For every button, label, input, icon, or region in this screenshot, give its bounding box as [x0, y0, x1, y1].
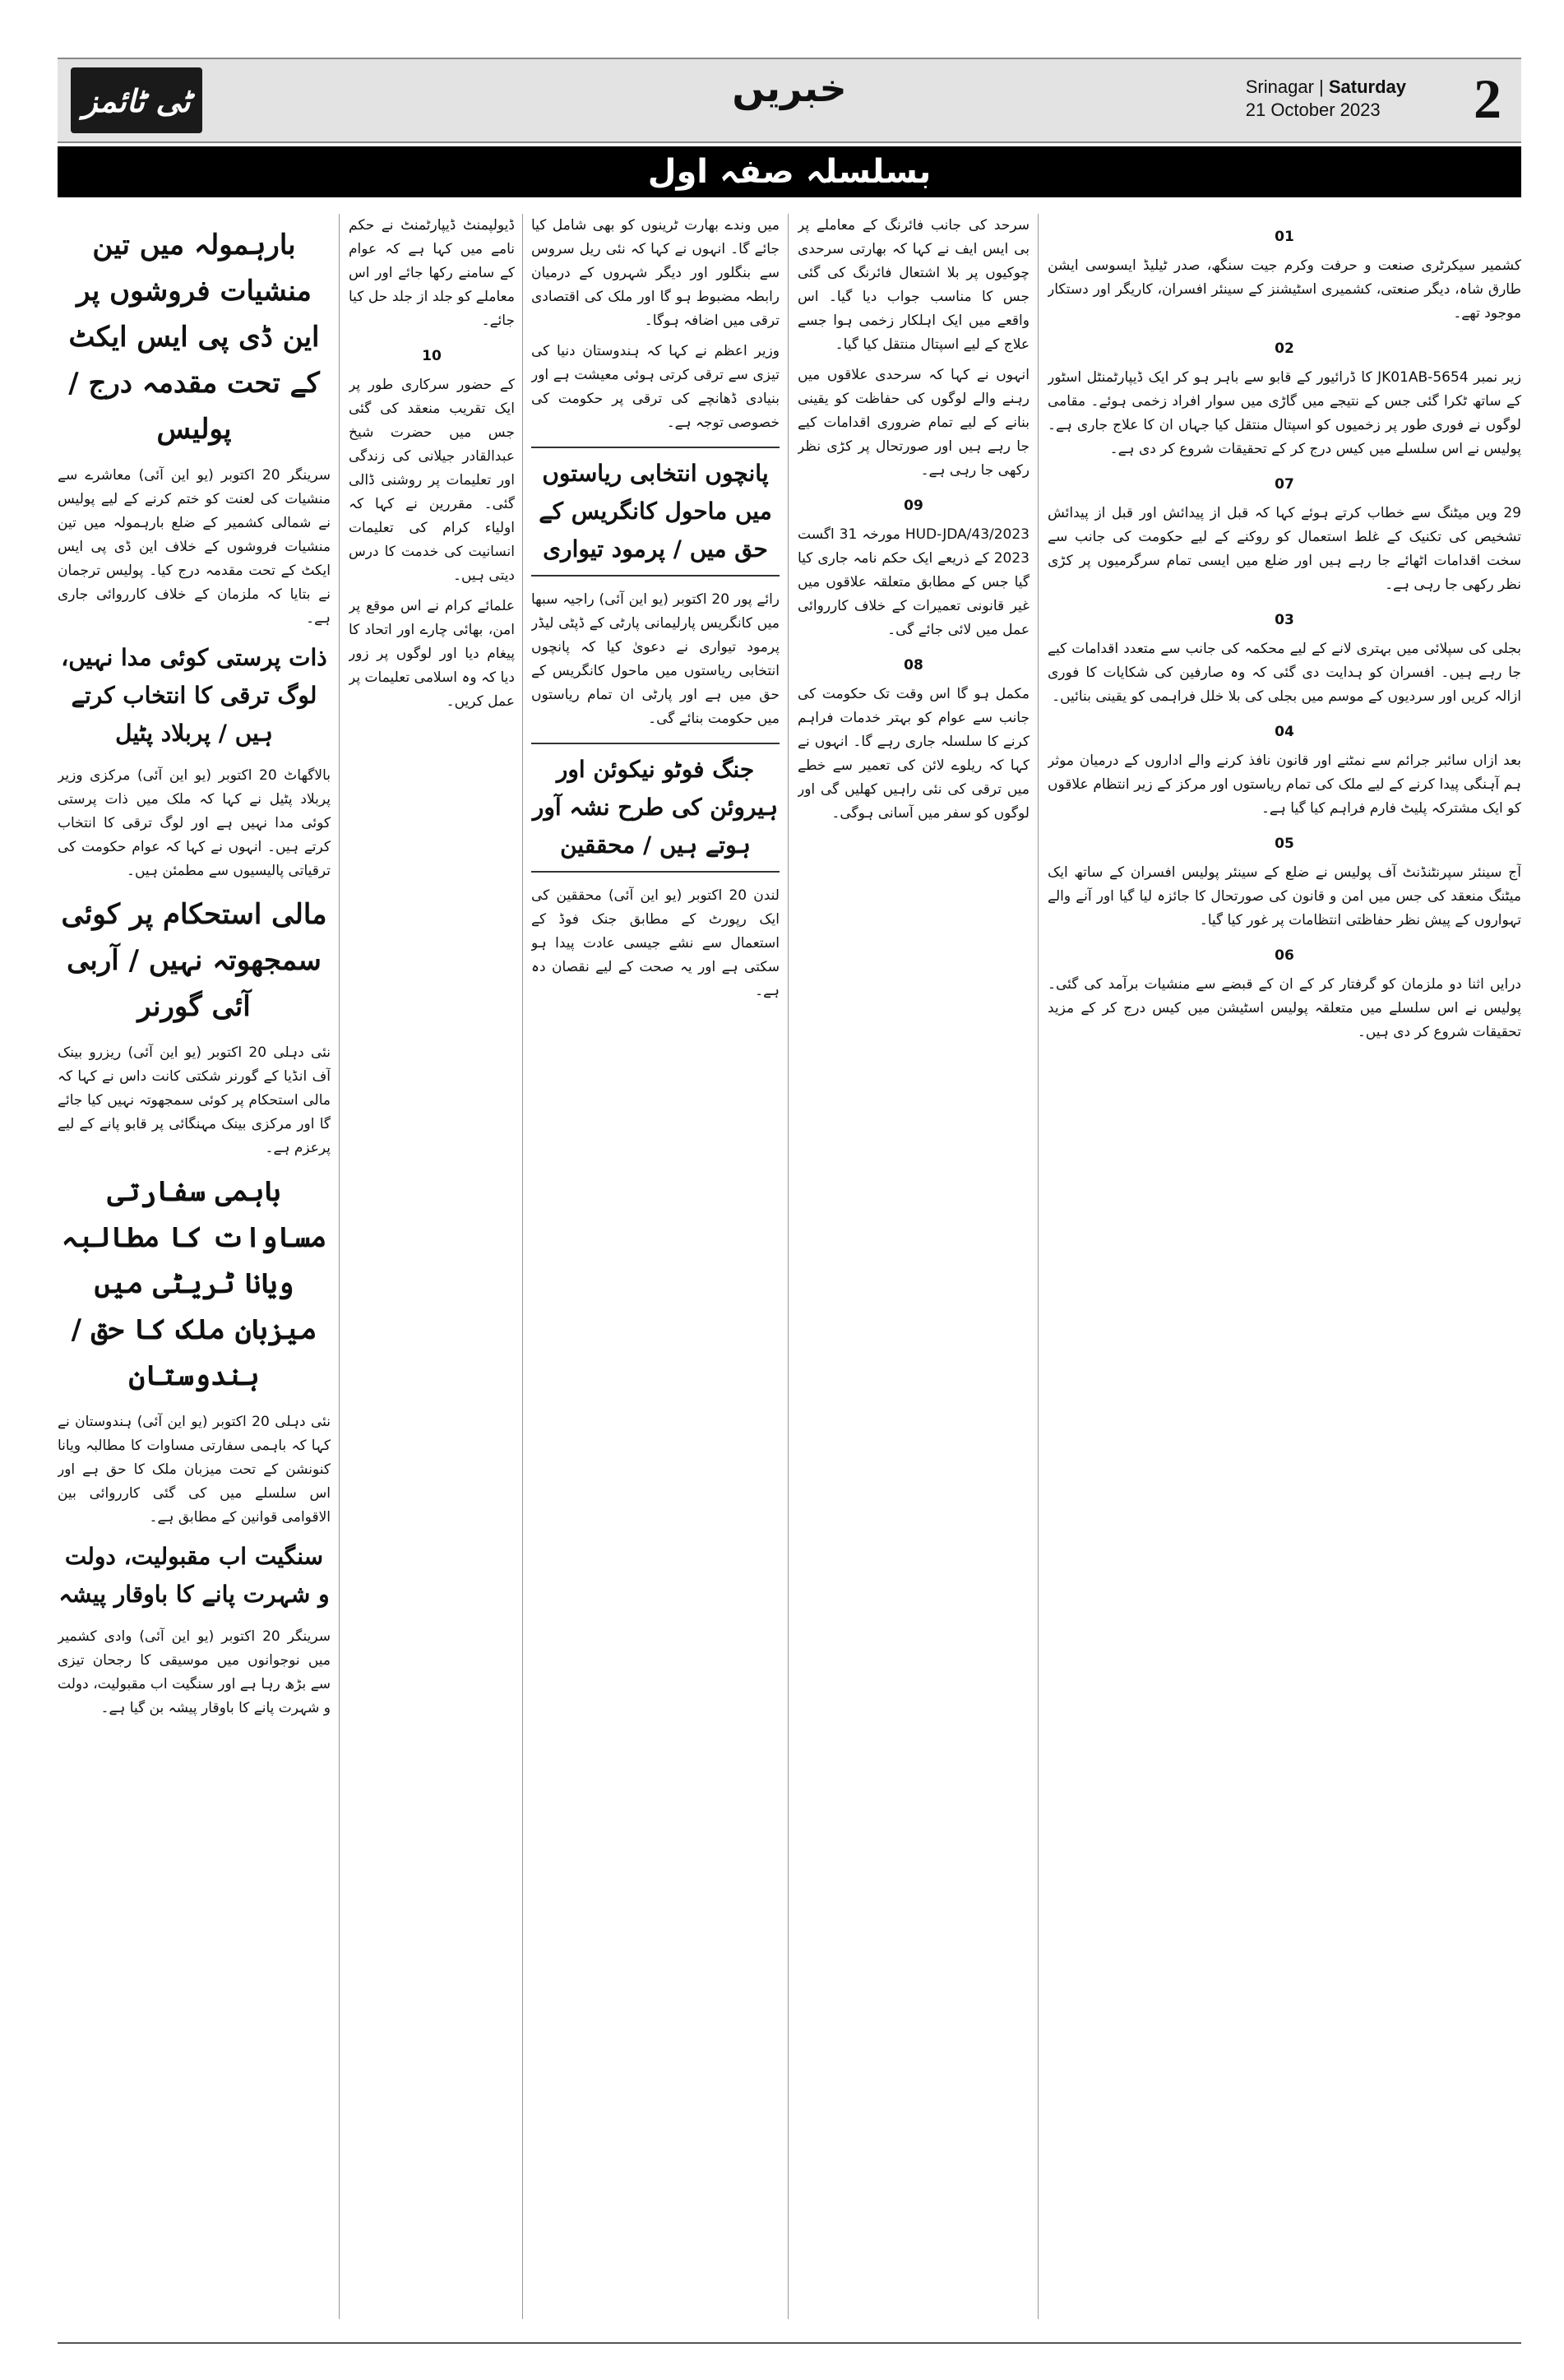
column-2	[798, 214, 1030, 2319]
column-divider	[339, 214, 340, 2319]
paragraph: مکمل ہو گا اس وقت تک حکومت کی جانب سے عوام کو بہتر خدمات فراہم کرنے کا سلسلہ جاری رہے گا۔ انہوں نے کہا کہ ریلوے لائن کی تعمیر سے خطے میں ترقی کی نئی راہیں کھلیں گی اور لوگوں کو سفر میں آسانی ہوگی۔	[798, 686, 1030, 822]
paragraph: نئی دہلی 20 اکتوبر (یو این آئی) ریزرو بینک آف انڈیا کے گورنر شکتی کانت داس نے کہا کہ مالی استحکام پر کوئی سمجھوتہ نہیں کیا جائے گا اور مرکزی بینک مہنگائی پر قابو پانے کے لیے پرعزم ہے۔	[58, 1044, 331, 1156]
paragraph: آج سینئر سپرنٹنڈنٹ آف پولیس نے ضلع کے سینئر پولیس افسران کے ساتھ ایک میٹنگ منعقد کی جس میں امن و قانون کی صورتحال کا جائزہ لیا گیا اور آنے والے تہواروں کے پیش نظر حفاظتی انتظامات پر غور کیا گیا۔	[1048, 864, 1521, 928]
headline: سنگیت اب مقبولیت، دولت و شہرت پانے کا باوقار پیشہ	[58, 1543, 330, 1608]
headline: باہمی سفارتی مساوات کا مطالبہ ویانا ٹریٹی میں میزبان ملک کا حق / ہندوستان	[61, 1175, 327, 1392]
column-divider	[788, 214, 789, 2319]
paragraph: سرینگر 20 اکتوبر (یو این آئی) معاشرے سے منشیات کی لعنت کو ختم کرنے کے لیے پولیس نے شمالی کشمیر کے ضلع بارہمولہ میں تین منشیات فروشوں کے خلاف این ڈی پی ایس ایکٹ کے تحت مقدمہ درج کیا۔ پولیس ترجمان نے بتایا کہ ملزمان کے خلاف کارروائی جاری ہے۔	[58, 467, 331, 627]
headline: پانچوں انتخابی ریاستوں میں ماحول کانگریس کے حق میں / پرمود تیواری	[531, 447, 780, 576]
paragraph: انہوں نے کہا کہ سرحدی علاقوں میں رہنے والے لوگوں کی حفاظت کو یقینی بنانے کے لیے تمام ضروری اقدامات کیے جا رہے ہیں اور صورتحال پر کڑی نظر رکھی جا رہی ہے۔	[798, 367, 1030, 479]
column-5	[58, 214, 331, 2319]
paragraph: بالاگھاٹ 20 اکتوبر (یو این آئی) مرکزی وزیر پربلاد پٹیل نے کہا کہ ملک میں ذات پرستی کوئی مدا نہیں ہے اور لوگ ترقی کا انتخاب کرتے ہیں۔ انہوں نے کہا کہ عوام حکومت کی ترقیاتی پالیسیوں سے مطمئن ہیں۔	[58, 767, 331, 879]
paragraph: سرینگر 20 اکتوبر (یو این آئی) وادی کشمیر میں نوجوانوں میں موسیقی کا رجحان تیزی سے بڑھ رہا ہے اور سنگیت اب مقبولیت، دولت و شہرت پانے کا باوقار پیشہ بن گیا ہے۔	[58, 1628, 331, 1716]
paragraph: بجلی کی سپلائی میں بہتری لانے کے لیے محکمہ کی جانب سے متعدد اقدامات کیے جا رہے ہیں۔ افسران کو ہدایت دی گئی کہ وہ صارفین کی شکایات کا فوری ازالہ کریں اور سردیوں کے موسم میں بجلی کی بلا خلل فراہمی کو یقینی بنائیں۔	[1048, 641, 1521, 705]
page-number: 2	[1474, 67, 1502, 130]
paragraph: کے حضور سرکاری طور پر ایک تقریب منعقد کی گئی جس میں حضرت شیخ عبدالقادر جیلانی کی زندگی اور تعلیمات پر روشنی ڈالی گئی۔ مقررین نے کہا کہ اولیاء کرام کی تعلیمات انسانیت کی خدمت کا درس دیتی ہیں۔	[349, 377, 515, 584]
paragraph: رائے پور 20 اکتوبر (یو این آئی) راجیہ سبھا میں کانگریس پارلیمانی پارٹی کے ڈپٹی لیڈر پرمود تیواری نے دعویٰ کیا کہ پانچوں انتخابی ریاستوں میں ماحول کانگریس کے حق میں ہے اور پارٹی ان تمام ریاستوں میں حکومت بنائے گی۔	[531, 591, 780, 727]
paragraph: نئی دہلی 20 اکتوبر (یو این آئی) ہندوستان نے کہا کہ باہمی سفارتی مساوات کا مطالبہ ویانا کنونشن کے تحت میزبان ملک کا حق ہے اور اس سلسلے میں کی گئی کارروائی بین الاقوامی قوانین کے مطابق ہے۔	[58, 1414, 331, 1526]
paragraph: سرحد کی جانب فائرنگ کے معاملے پر بی ایس ایف نے کہا کہ بھارتی سرحدی چوکیوں پر بلا اشتعال فائرنگ کی گئی جس کا مناسب جواب دیا گیا۔ اس واقعے میں ایک اہلکار زخمی ہوا جسے علاج کے لیے اسپتال منتقل کیا گیا۔	[798, 217, 1030, 353]
column-4	[349, 214, 515, 2319]
column-divider	[1038, 214, 1039, 2319]
dateline-day: Saturday	[1328, 76, 1406, 97]
item-number: 04	[1275, 724, 1294, 740]
item-number: 06	[1275, 947, 1294, 964]
paragraph: درایں اثنا دو ملزمان کو گرفتار کر کے ان کے قبضے سے منشیات برآمد کی گئی۔ پولیس نے اس سلسلے میں متعلقہ پولیس اسٹیشن میں کیس درج کر کے مزید تحقیقات شروع کر دی ہیں۔	[1048, 976, 1521, 1040]
headline: جنگ فوٹو نیکوئن اور ہیروئن کی طرح نشہ آور ہوتے ہیں / محققین	[531, 743, 780, 873]
paragraph: 29 ویں میٹنگ سے خطاب کرتے ہوئے کہا کہ قبل از پیدائش اور قبل از پیدائش تشخیص کی تکنیک کے غلط استعمال کو روکنے کے لیے حکومت کی جانب سے سخت اقدامات اٹھائے جا رہے ہیں اور ضلع میں ایسی تمام سرگرمیوں پر کڑی نظر رکھی جا رہی ہے۔	[1048, 505, 1521, 593]
continuation-banner: بسلسلہ صفہ اول	[58, 146, 1521, 197]
item-number: 03	[1275, 612, 1294, 628]
newspaper-logo: ٹی ٹائمز	[71, 67, 202, 133]
dateline: Srinagar | Saturday 21 October 2023	[1245, 76, 1406, 120]
paragraph: بعد ازاں سائبر جرائم سے نمٹنے اور قانون نافذ کرنے والے اداروں کے درمیان موثر ہم آہنگی پیدا کرنے کے لیے ملک کی تمام ریاستوں اور مرکز کے زیر انتظام علاقوں کو ایک مشترکہ پلیٹ فارم فراہم کیا گیا ہے۔	[1048, 752, 1521, 817]
paragraph: زیر نمبر JK01AB-5654 کا ڈرائیور کے قابو سے باہر ہو کر ایک ڈیپارٹمنٹل اسٹور کے ساتھ ٹکرا گئی جس کے نتیجے میں گاڑی میں سوار افراد زخمی ہوئے۔ مقامی لوگوں نے فوری طور پر زخمیوں کو اسپتال منتقل کیا جہاں ان کا علاج جاری ہے۔ پولیس نے اس سلسلے میں کیس درج کر کے تحقیقات شروع کر دی ہے۔	[1048, 369, 1521, 457]
paragraph: کشمیر سیکرٹری صنعت و حرفت وکرم جیت سنگھ، صدر ٹیلیڈ ایسوسی ایشن طارق شاہ، دیگر صنعتی، کشمیری اسٹیشنز کے سینئر افسران، کاریگر اور دستکار موجود تھے۔	[1048, 257, 1521, 322]
dateline-date: 21 October 2023	[1245, 100, 1381, 120]
item-number: 10	[422, 348, 442, 364]
paragraph: علمائے کرام نے اس موقع پر امن، بھائی چارے اور اتحاد کا پیغام دیا اور لوگوں پر زور دیا کہ وہ اسلامی تعلیمات پر عمل کریں۔	[349, 598, 515, 710]
masthead	[58, 58, 1521, 143]
item-number: 02	[1275, 340, 1294, 357]
section-title: خبریں	[732, 66, 847, 110]
headline: بارہمولہ میں تین منشیات فروشوں پر این ڈی پی ایس ایکٹ کے تحت مقدمہ درج / پولیس	[68, 229, 320, 446]
headline: مالی استحکام پر کوئی سمجھوتہ نہیں / آربی آئی گورنر	[61, 898, 327, 1023]
paragraph: HUD-JDA/43/2023 مورخہ 31 اگست 2023 کے ذریعے ایک حکم نامہ جاری کیا گیا جس کے مطابق متعلقہ علاقوں میں غیر قانونی تعمیرات کے خلاف کارروائی عمل میں لائی جائے گی۔	[798, 526, 1030, 638]
column-1	[1048, 214, 1521, 2319]
paragraph: ڈیولپمنٹ ڈیپارٹمنٹ نے حکم نامے میں کہا ہے کہ عوام کے سامنے رکھا جائے اور اس معاملے کو جلد از جلد حل کیا جائے۔	[349, 217, 515, 329]
column-divider	[522, 214, 523, 2319]
item-number: 01	[1275, 229, 1294, 245]
item-number: 08	[904, 657, 923, 674]
item-number: 05	[1275, 836, 1294, 852]
dateline-city: Srinagar	[1245, 76, 1314, 97]
column-3	[531, 214, 780, 2319]
paragraph: میں وندے بھارت ٹرینوں کو بھی شامل کیا جائے گا۔ انہوں نے کہا کہ نئی ریل سروس سے بنگلور اور دیگر شہروں کے درمیان رابطہ مضبوط ہو گا اور ملک کی اقتصادی ترقی میں اضافہ ہوگا۔	[531, 217, 780, 329]
footer-rule	[58, 2342, 1521, 2344]
paragraph: لندن 20 اکتوبر (یو این آئی) محققین کی ایک رپورٹ کے مطابق جنک فوڈ کے استعمال سے نشے جیسی عادت پیدا ہو سکتی ہے اور یہ صحت کے لیے نقصان دہ ہے۔	[531, 887, 780, 999]
headline: ذات پرستی کوئی مدا نہیں، لوگ ترقی کا انتخاب کرتے ہیں / پربلاد پٹیل	[61, 644, 327, 747]
item-number: 09	[904, 498, 923, 514]
paragraph: وزیر اعظم نے کہا کہ ہندوستان دنیا کی تیزی سے ترقی کرتی ہوئی معیشت ہے اور بنیادی ڈھانچے کی ترقی پر حکومت کی خصوصی توجہ ہے۔	[531, 343, 780, 431]
item-number: 07	[1275, 476, 1294, 493]
